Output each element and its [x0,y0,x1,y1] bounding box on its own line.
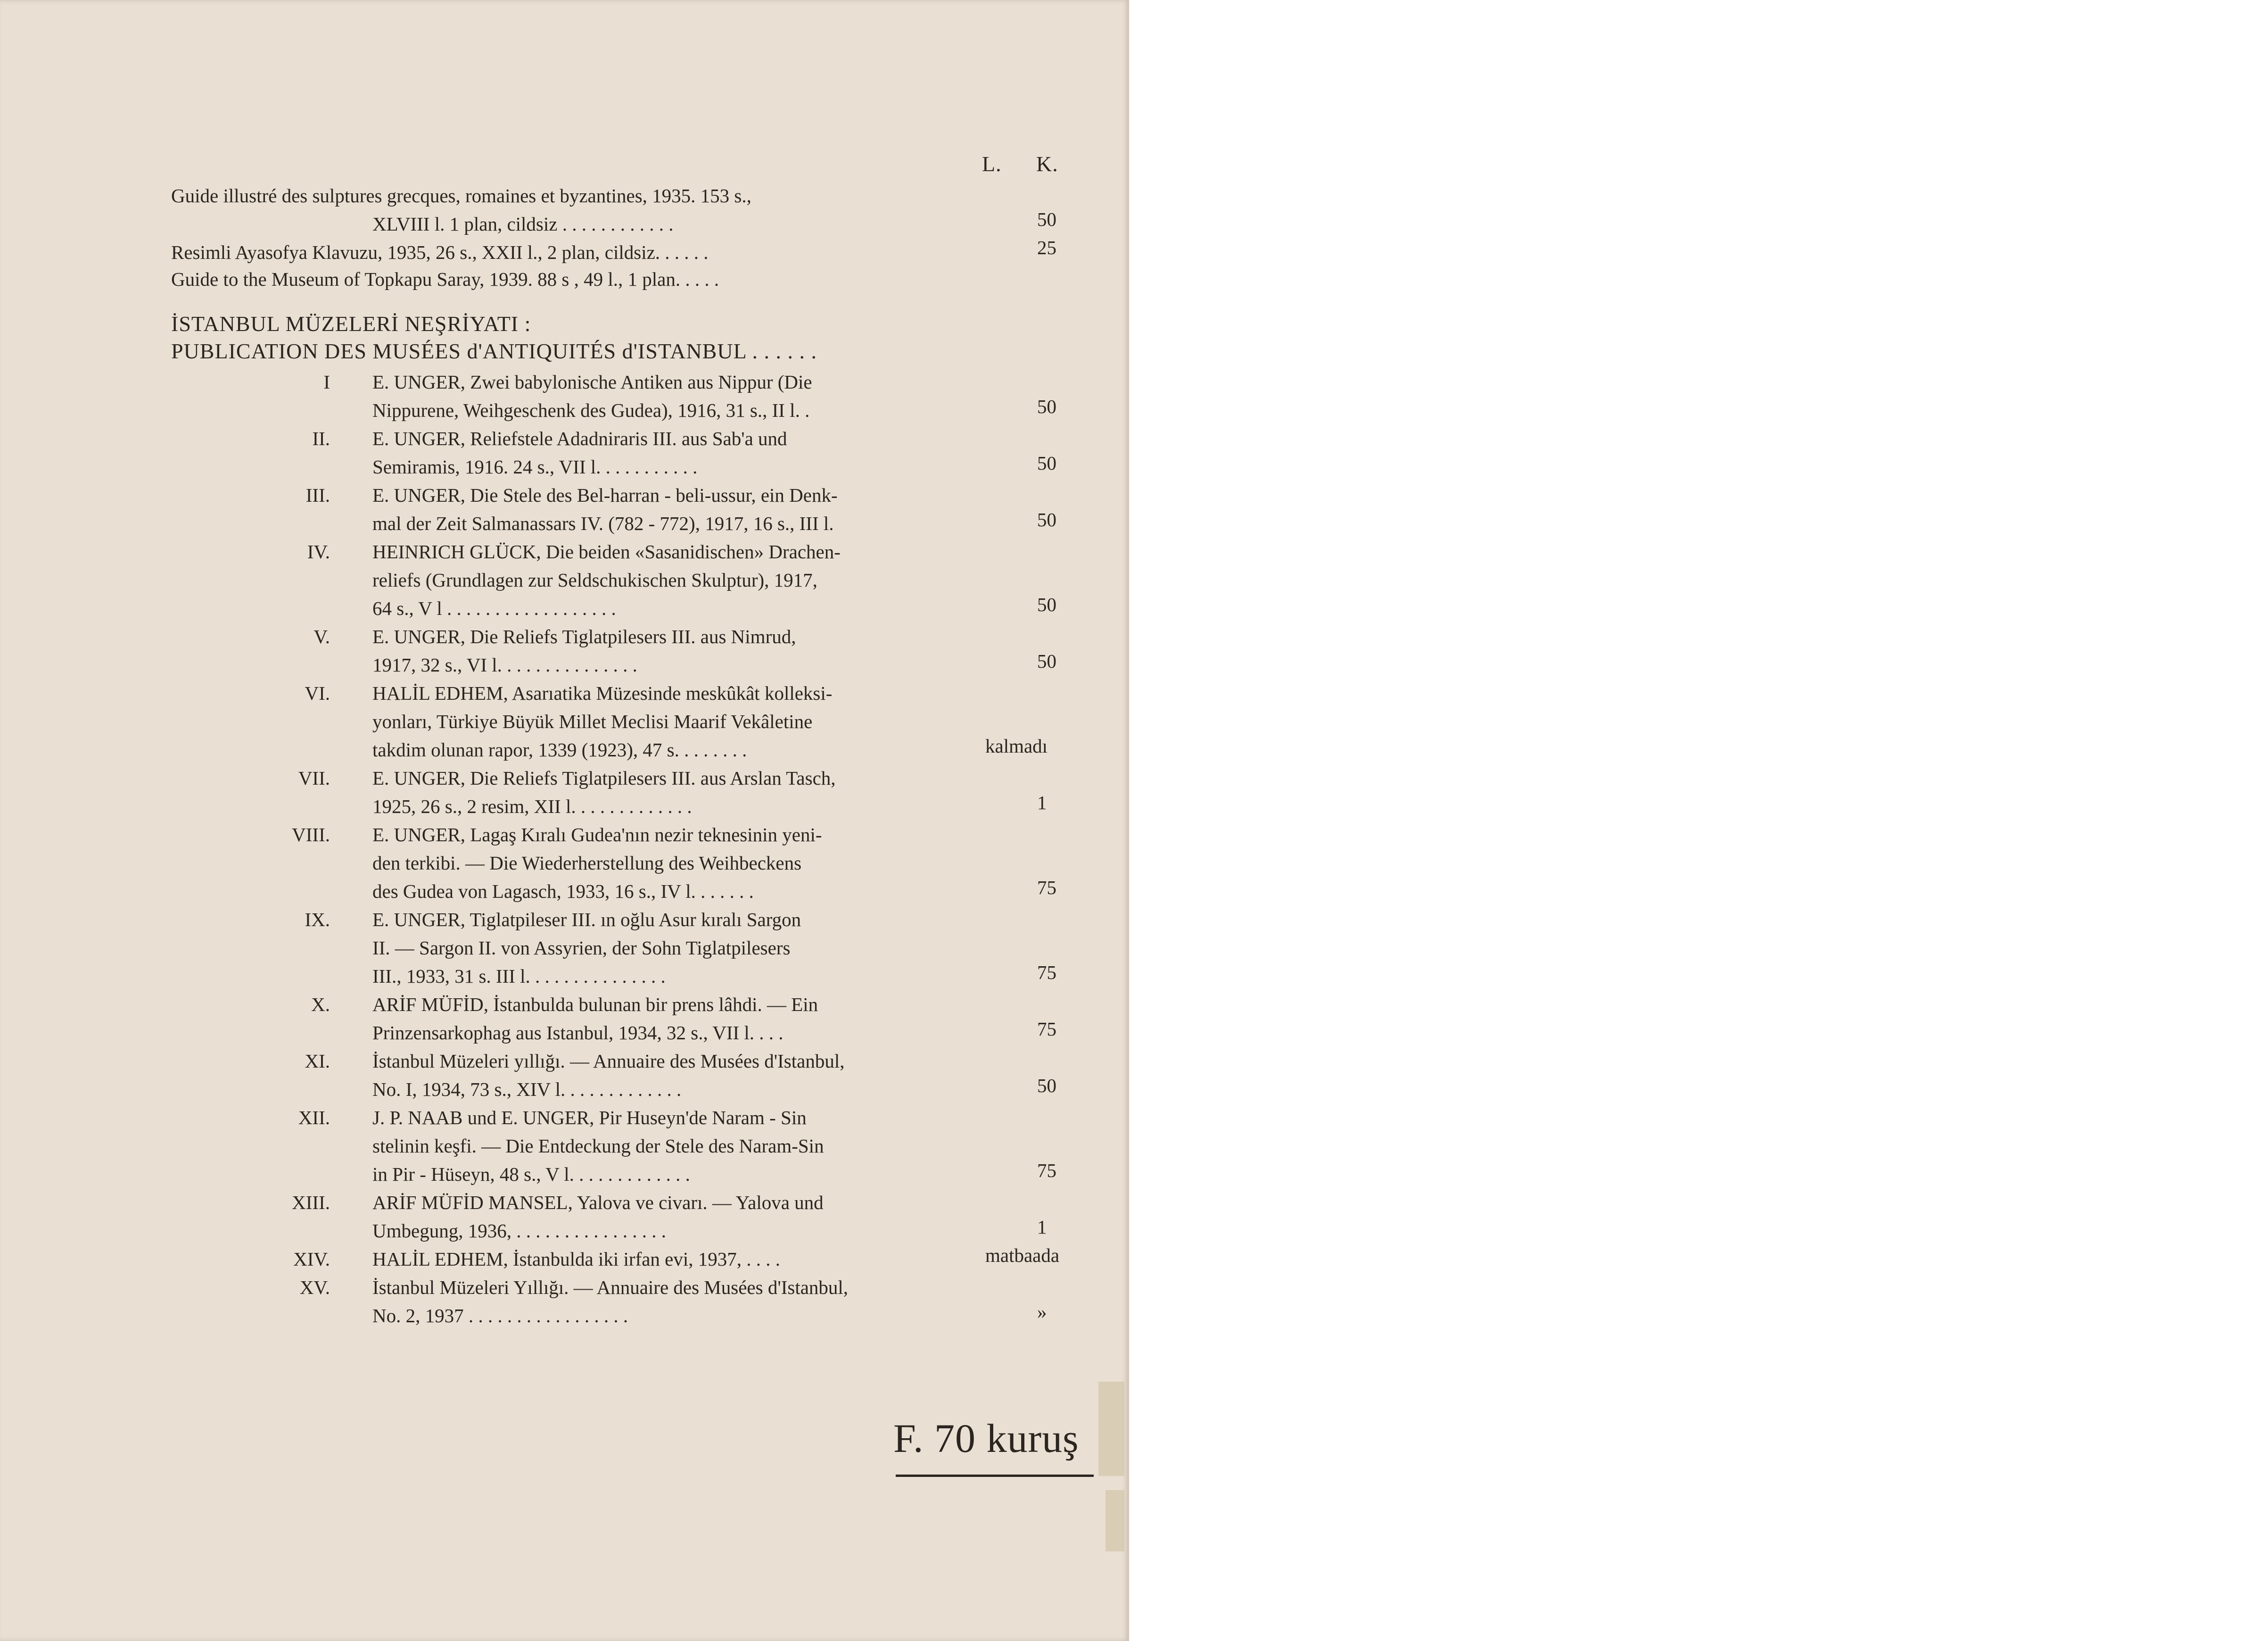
publication-number: X. [311,994,330,1015]
publication-number: VII. [298,767,330,789]
publication-number: III. [305,484,330,506]
publication-line: E. UNGER, Die Reliefs Tiglatpilesers III. aus Arslan Tasch, [372,767,836,789]
blank-page [1129,0,2268,1641]
publication-line: yonları, Türkiye Büyük Millet Meclisi Maarif Vekâletine [372,711,813,732]
publication-line: No. I, 1934, 73 s., XIV l. . . . . . . . . . . . . [372,1078,682,1100]
book-back-cover-page [0,0,1129,1641]
publication-line: den terkibi. — Die Wiederherstellung des Weihbeckens [372,852,802,874]
guide-price: 25 [1037,237,1056,258]
guide-entry-line: Guide illustré des sulptures grecques, romaines et byzantines, 1935. 153 s., [171,185,751,207]
guide-entry-line: Resimli Ayasofya Klavuzu, 1935, 26 s., XXII l., 2 plan, cildsiz. . . . . . [171,241,709,263]
publication-price: » [1037,1301,1047,1323]
publication-line: E. UNGER, Tiglatpileser III. ın oğlu Asur kıralı Sargon [372,909,801,930]
publication-line: HEINRICH GLÜCK, Die beiden «Sasanidischen» Drachen- [372,541,841,563]
publication-number: VI. [305,682,330,704]
publication-number: XII. [298,1107,330,1128]
publication-price: 75 [1037,877,1056,898]
publication-price: 50 [1037,509,1056,530]
guide-price: 50 [1037,208,1056,230]
column-header-lira: L. [982,152,1002,176]
publication-price: 50 [1037,452,1056,474]
publication-line: Semiramis, 1916. 24 s., VII l. . . . . . . . . . . [372,456,698,478]
publication-price: 1 [1037,1216,1047,1238]
publication-line: İstanbul Müzeleri Yıllığı. — Annuaire des Musées d'Istanbul, [372,1276,849,1298]
publication-line: İstanbul Müzeleri yıllığı. — Annuaire des Musées d'Istanbul, [372,1050,845,1072]
publication-line: No. 2, 1937 . . . . . . . . . . . . . . . . . [372,1305,628,1326]
publication-line: 1925, 26 s., 2 resim, XII l. . . . . . . . . . . . . [372,796,692,817]
publication-line: reliefs (Grundlagen zur Seldschukischen Skulptur), 1917, [372,569,817,591]
column-header-kurus: K. [1036,152,1058,176]
publication-line: II. — Sargon II. von Assyrien, der Sohn Tiglatpilesers [372,937,791,959]
publication-price: kalmadı [985,735,1048,757]
guide-entry-line: XLVIII l. 1 plan, cildsiz . . . . . . . . . . . . [372,213,674,235]
publication-line: ARİF MÜFİD, İstanbulda bulunan bir prens lâhdi. — Ein [372,994,818,1015]
cover-price: F. 70 kuruş [893,1416,1079,1461]
publication-line: 64 s., V l . . . . . . . . . . . . . . . . . . [372,597,616,619]
publication-number: VIII. [292,824,330,845]
publication-line: E. UNGER, Die Stele des Bel-harran - beli-ussur, ein Denk- [372,484,838,506]
publication-line: ARİF MÜFİD MANSEL, Yalova ve civarı. — Yalova und [372,1192,824,1213]
price-underline [896,1475,1094,1477]
publication-price: 50 [1037,650,1056,672]
publication-line: takdim olunan rapor, 1339 (1923), 47 s. . . . . . . . [372,739,747,761]
publication-number: XV. [299,1276,330,1298]
publication-line: E. UNGER, Zwei babylonische Antiken aus Nippur (Die [372,371,812,393]
publication-number: XIV. [293,1248,330,1270]
publication-line: in Pir - Hüseyn, 48 s., V l. . . . . . . . . . . . . [372,1163,690,1185]
publication-line: HALİL EDHEM, Asarıatika Müzesinde meskûkât kolleksi- [372,682,833,704]
paper-stain [1098,1382,1124,1476]
publication-line: des Gudea von Lagasch, 1933, 16 s., IV l. . . . . . . [372,880,754,902]
section-title-tr: İSTANBUL MÜZELERİ NEŞRİYATI : [171,312,531,336]
publication-line: Umbegung, 1936, . . . . . . . . . . . . . . . . [372,1220,666,1242]
publication-number: II. [312,428,330,449]
publication-price: 50 [1037,1075,1056,1096]
paper-stain [1105,1490,1124,1551]
publication-price: matbaada [985,1244,1060,1266]
publication-line: 1917, 32 s., VI l. . . . . . . . . . . . . . . [372,654,637,676]
publication-price: 50 [1037,594,1056,615]
publication-number: XIII. [292,1192,330,1213]
publication-price: 75 [1037,1018,1056,1040]
publication-line: Nippurene, Weihgeschenk des Gudea), 1916, 31 s., II l. . [372,399,810,421]
publication-price: 75 [1037,1160,1056,1181]
publication-number: I [323,371,330,393]
publication-line: stelinin keşfi. — Die Entdeckung der Stele des Naram-Sin [372,1135,824,1157]
publication-line: HALİL EDHEM, İstanbulda iki irfan evi, 1937, . . . . [372,1248,781,1270]
publication-price: 50 [1037,396,1056,417]
publication-line: E. UNGER, Lagaş Kıralı Gudea'nın nezir teknesinin yeni- [372,824,822,845]
publication-number: V. [313,626,330,647]
section-title-fr: PUBLICATION DES MUSÉES d'ANTIQUITÉS d'ISTANBUL . . . . . . [171,339,817,363]
publication-price: 75 [1037,961,1056,983]
publication-number: IV. [307,541,330,563]
publication-price: 1 [1037,792,1047,813]
publication-line: mal der Zeit Salmanassars IV. (782 - 772), 1917, 16 s., III l. [372,513,834,534]
publication-line: E. UNGER, Die Reliefs Tiglatpilesers III. aus Nimrud, [372,626,796,647]
publication-line: J. P. NAAB und E. UNGER, Pir Huseyn'de Naram - Sin [372,1107,807,1128]
publication-number: IX. [305,909,330,930]
publication-line: E. UNGER, Reliefstele Adadniraris III. aus Sab'a und [372,428,787,449]
guide-entry-line: Guide to the Museum of Topkapu Saray, 1939. 88 s , 49 l., 1 plan. . . . . [171,268,719,290]
publication-line: Prinzensarkophag aus Istanbul, 1934, 32 s., VII l. . . . [372,1022,783,1044]
publication-line: III., 1933, 31 s. III l. . . . . . . . . . . . . . . [372,965,666,987]
publication-number: XI. [305,1050,330,1072]
